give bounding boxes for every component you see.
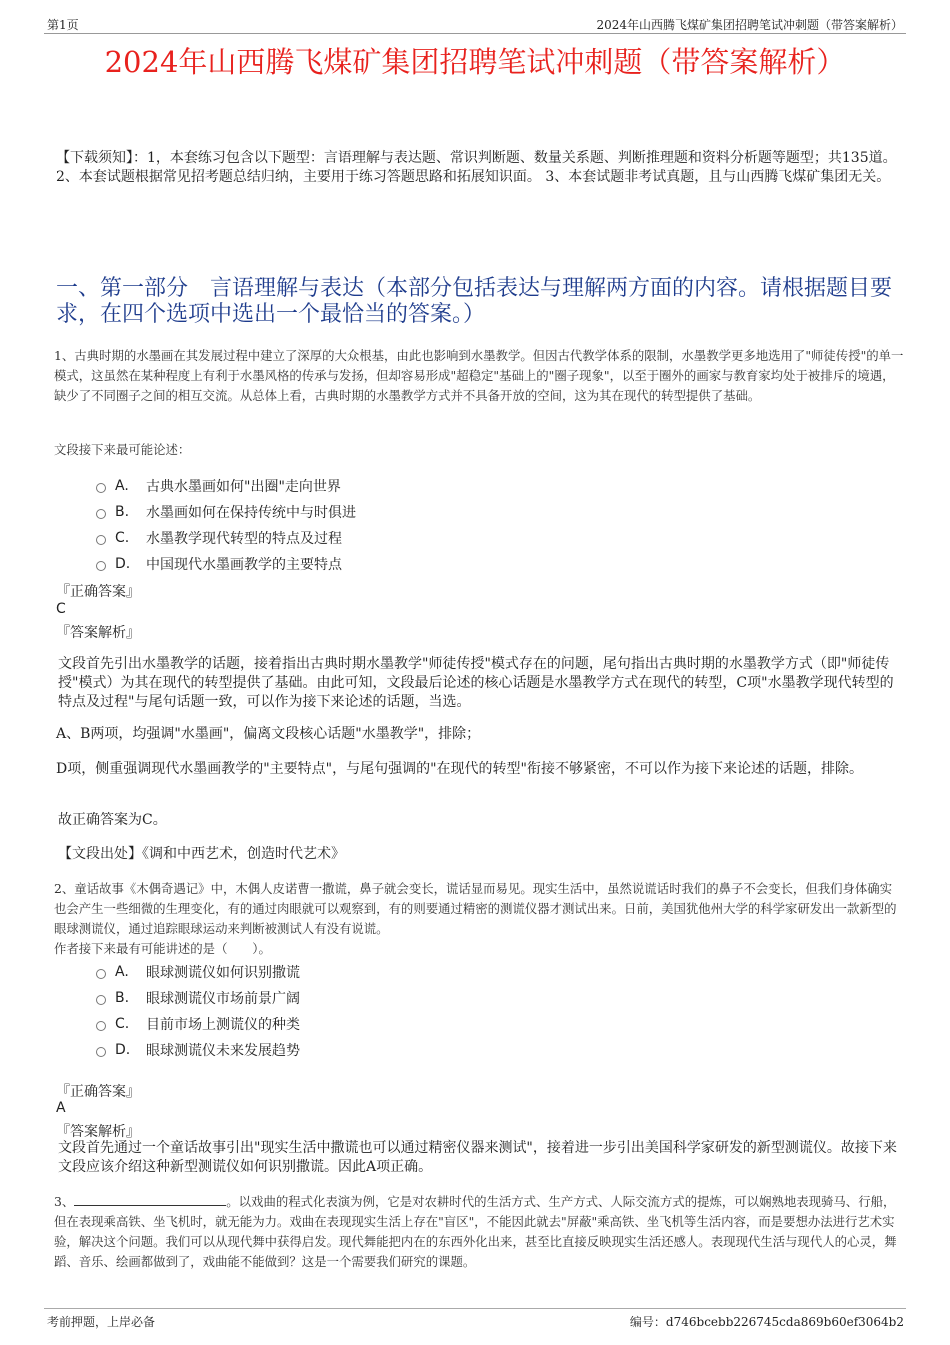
q2-option-b[interactable]: B. 眼球测谎仪市场前景广阔 <box>96 988 300 1008</box>
q1-text: 1、古典时期的水墨画在其发展过程中建立了深厚的大众根基，由此也影响到水墨教学。但因古代教学体系的限制，水墨教学更多地选用了"师徒传授"的单一模式，这虽然在某种程度上有利于水墨风格的传承与发扬，但却容易形成"超稳定"基础上的"圈子现象"，以至于圈外的画家与教育家均处于被排斥的境遇，缺少了不同圈子之间的相互交流。从总体上看，古典时期的水墨教学方式并不具备开放的空间，这为其在现代的转型提供了基础。 <box>54 348 904 403</box>
radio-icon[interactable] <box>96 1021 106 1031</box>
q2-prompt: 作者接下来最有可能讲述的是（ ）。 <box>54 941 271 956</box>
radio-icon[interactable] <box>96 969 106 979</box>
q1-option-c[interactable]: C. 水墨教学现代转型的特点及过程 <box>96 528 342 548</box>
q1-analysis-4: 故正确答案为C。 <box>58 812 167 828</box>
q2-option-c[interactable]: C. 目前市场上测谎仪的种类 <box>96 1014 300 1034</box>
q2-answer-label: 『正确答案』 <box>56 1084 140 1100</box>
radio-icon[interactable] <box>96 1047 106 1057</box>
radio-icon[interactable] <box>96 483 106 493</box>
q2-option-a[interactable]: A. 眼球测谎仪如何识别撒谎 <box>96 962 300 982</box>
page-number: 第1页 <box>47 18 79 32</box>
footer-divider <box>44 1308 906 1309</box>
q3-text: 3、 。以戏曲的程式化表演为例，它是对农耕时代的生活方式、生产方式、人际交流方式的提炼，可以娴熟地表现骑马、行船，但在表现乘高铁、坐飞机时，就无能为力。戏曲在表现现实生活上存在"盲区"，不能因此就去"屏蔽"乘高铁、坐飞机等生活内容，而是要想办法进行艺术实验，解决这个问题。我们可以从现代舞中获得启发。现代舞能把内在的东西外化出来，甚至比直接反映现实生活还感人。表现现代生活与现代人的心灵，舞蹈、音乐、绘画都做到了，戏曲能不能做到？这是一个需要我们研究的课题。 <box>54 1194 897 1269</box>
q1-analysis-2: A、B两项，均强调"水墨画"，偏离文段核心话题"水墨教学"，排除； <box>56 726 481 742</box>
q1-option-b[interactable]: B. 水墨画如何在保持传统中与时俱进 <box>96 502 356 522</box>
q1-option-d[interactable]: D. 中国现代水墨画教学的主要特点 <box>96 554 342 574</box>
q1-analysis-3: D项，侧重强调现代水墨画教学的"主要特点"，与尾句强调的"在现代的转型"衔接不够紧密，不可以作为接下来论述的话题，排除。 <box>56 761 863 777</box>
radio-icon[interactable] <box>96 995 106 1005</box>
q1-answer: C <box>56 601 66 617</box>
q2-analysis-label: 『答案解析』 <box>56 1124 140 1140</box>
q3-blank <box>74 1193 226 1206</box>
q2-text: 2、童话故事《木偶奇遇记》中，木偶人皮诺曹一撒谎，鼻子就会变长，谎话显而易见。现实生活中，虽然说谎话时我们的鼻子不会变长，但我们身体确实也会产生一些细微的生理变化，有的通过肉眼就可以观察到，有的则要通过精密的测谎仪器才测试出来。日前，美国犹他州大学的科学家研发出一款新型的眼球测谎仪，通过追踪眼球运动来判断被测试人有没有说谎。 <box>54 881 897 936</box>
header-divider <box>44 33 906 34</box>
q1-analysis-1: 文段首先引出水墨教学的话题，接着指出古典时期水墨教学"师徒传授"模式存在的问题，尾句指出古典时期的水墨教学方式（即"师徒传授"模式）为其在现代的转型提供了基础。由此可知，文段最后论述的核心话题是水墨教学方式在现代的转型，C项"水墨教学现代转型的特点及过程"与尾句话题一致，可以作为接下来论述的话题，当选。 <box>58 656 894 710</box>
footer-slogan: 考前押题，上岸必备 <box>47 1315 156 1329</box>
radio-icon[interactable] <box>96 535 106 545</box>
q2-option-d[interactable]: D. 眼球测谎仪未来发展趋势 <box>96 1040 300 1060</box>
q2-analysis: 文段首先通过一个童话故事引出"现实生活中撒谎也可以通过精密仪器来测试"，接着进一步引出美国科学家研发的新型测谎仪。故接下来文段应该介绍这种新型测谎仪如何识别撒谎。因此A项正确。 <box>58 1140 897 1175</box>
page-title: 2024年山西腾飞煤矿集团招聘笔试冲刺题（带答案解析） <box>104 45 846 79</box>
q2-answer: A <box>56 1100 66 1116</box>
section-heading: 一、第一部分 言语理解与表达（本部分包括表达与理解两方面的内容。请根据题目要求，在四个选项中选出一个最恰当的答案。） <box>56 276 893 327</box>
footer-code: 编号：d746bcebb226745cda869b60ef3064b2 <box>629 1315 904 1329</box>
radio-icon[interactable] <box>96 561 106 571</box>
header-doc-title: 2024年山西腾飞煤矿集团招聘笔试冲刺题（带答案解析） <box>596 18 903 32</box>
q1-answer-label: 『正确答案』 <box>56 584 140 600</box>
q1-option-a[interactable]: A. 古典水墨画如何"出圈"走向世界 <box>96 476 341 496</box>
q1-source: 【文段出处】《调和中西艺术，创造时代艺术》 <box>58 846 345 862</box>
q1-analysis-label: 『答案解析』 <box>56 625 140 641</box>
q1-prompt: 文段接下来最可能论述： <box>54 442 191 457</box>
download-notice: 【下载须知】：1，本套练习包含以下题型：言语理解与表达题、常识判断题、数量关系题、判断推理题和资料分析题等题型；共135道。 2、本套试题根据常见招考题总结归纳，主要用于练习答题思路和拓展知识面。 3、本套试题非考试真题，且与山西腾飞煤矿集团无关。 <box>56 150 897 185</box>
radio-icon[interactable] <box>96 509 106 519</box>
